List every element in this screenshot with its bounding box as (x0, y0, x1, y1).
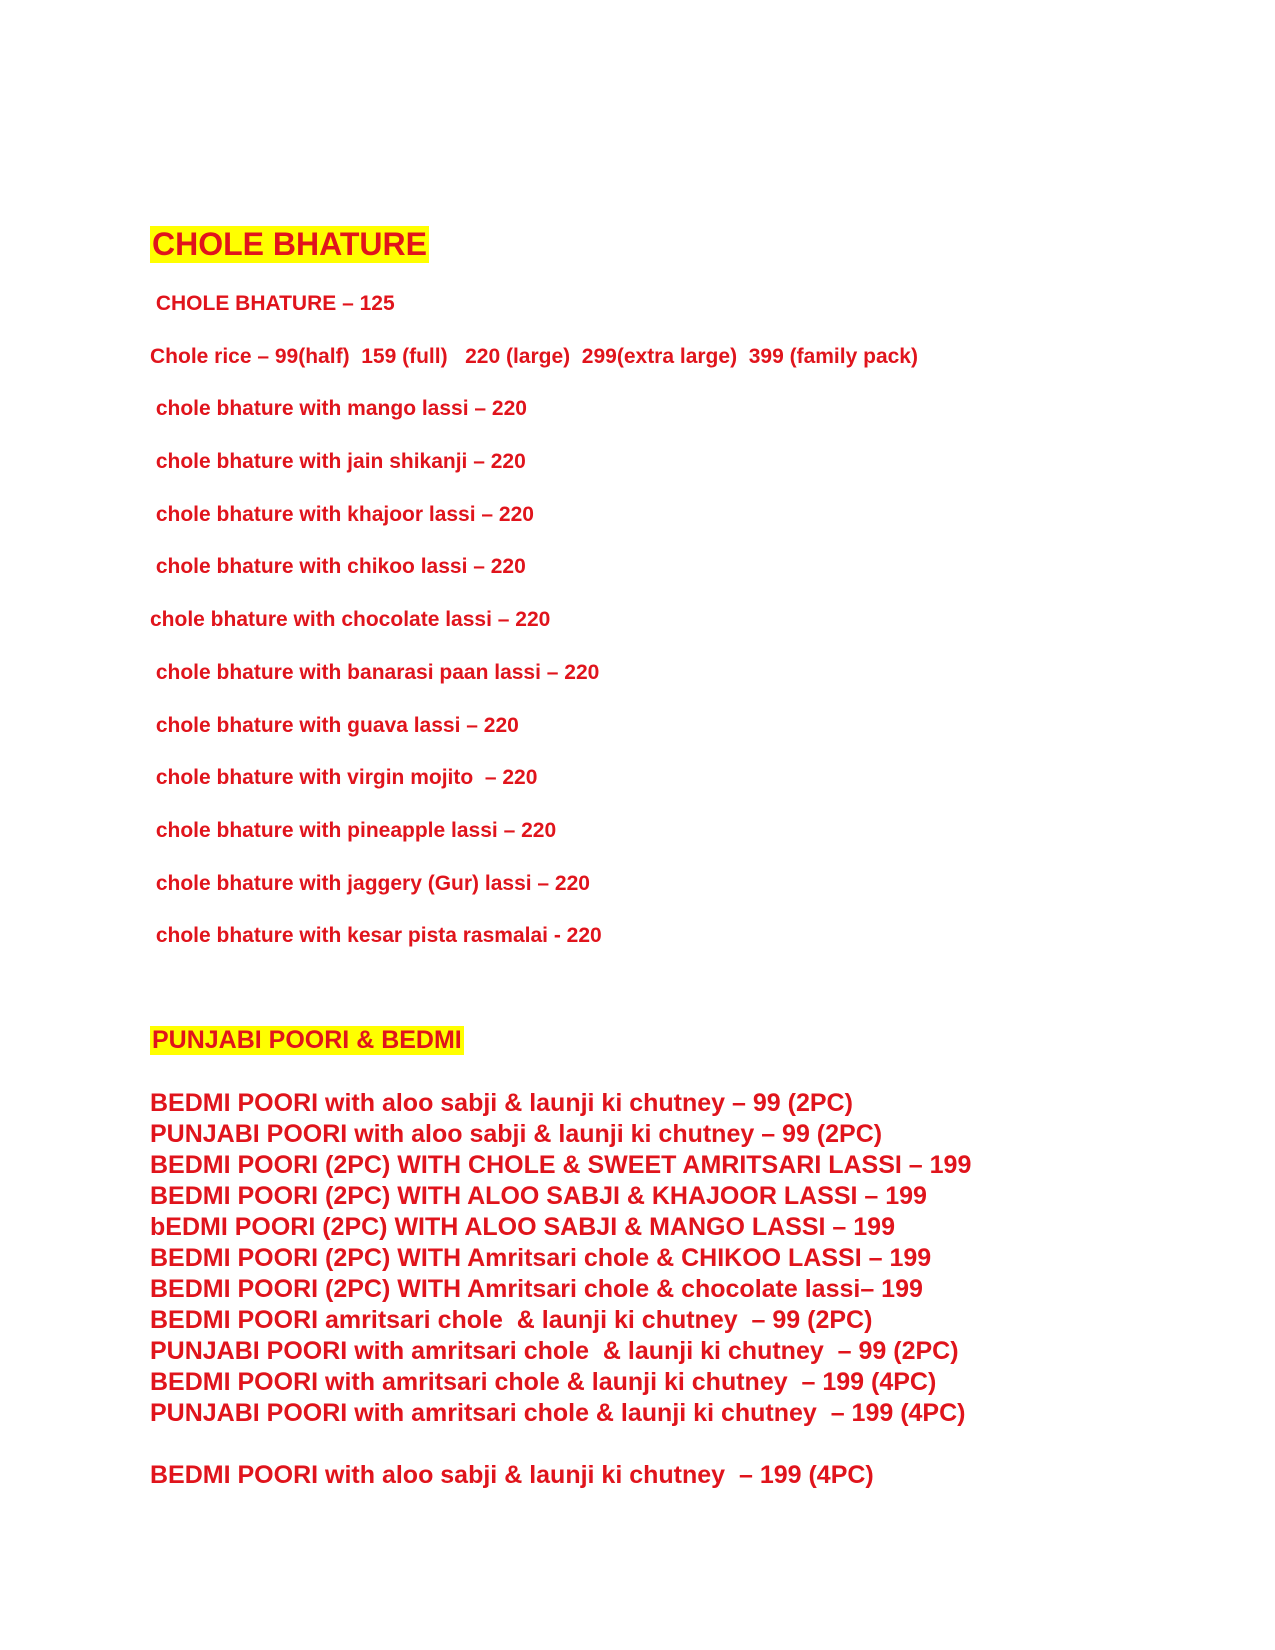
chole-bhature-menu-list (150, 289, 918, 974)
menu-item: Chole rice – 99(half) 159 (full) 220 (large) 299(extra large) 399 (family pack) (150, 344, 918, 368)
menu-item: chole bhature with kesar pista rasmalai - 220 (150, 924, 602, 948)
menu-item: chole bhature with chocolate lassi – 220 (150, 608, 551, 632)
section-title-chole-bhature: CHOLE BHATURE (152, 226, 427, 262)
menu-item: chole bhature with chikoo lassi – 220 (150, 555, 526, 579)
menu-item: chole bhature with mango lassi – 220 (150, 397, 527, 421)
menu-item: chole bhature with banarasi paan lassi – 220 (150, 660, 600, 684)
menu-item: bEDMI POORI (2PC) WITH ALOO SABJI & MANGO LASSI – 199 (150, 1213, 895, 1241)
menu-item: chole bhature with jaggery (Gur) lassi – 220 (150, 871, 590, 895)
menu-item: BEDMI POORI (2PC) WITH Amritsari chole & CHIKOO LASSI – 199 (150, 1244, 932, 1272)
menu-item: chole bhature with virgin mojito – 220 (150, 766, 538, 790)
menu-item: BEDMI POORI amritsari chole & launji ki chutney – 99 (2PC) (150, 1306, 873, 1334)
menu-item: chole bhature with khajoor lassi – 220 (150, 502, 534, 526)
menu-item: chole bhature with guava lassi – 220 (150, 713, 519, 737)
menu-item: chole bhature with pineapple lassi – 220 (150, 818, 557, 842)
menu-item: CHOLE BHATURE – 125 (150, 292, 395, 315)
menu-item: PUNJABI POORI with amritsari chole & launji ki chutney – 99 (2PC) (150, 1337, 959, 1365)
menu-item: PUNJABI POORI with amritsari chole & launji ki chutney – 199 (4PC) (150, 1399, 966, 1427)
menu-item: BEDMI POORI with aloo sabji & launji ki chutney – 99 (2PC) (150, 1089, 853, 1117)
punjabi-poori-menu-list (150, 1088, 971, 1491)
menu-item: BEDMI POORI with amritsari chole & launji ki chutney – 199 (4PC) (150, 1368, 937, 1396)
section-title-punjabi-poori-bedmi: PUNJABI POORI & BEDMI (152, 1026, 462, 1054)
menu-item: BEDMI POORI with aloo sabji & launji ki chutney – 199 (4PC) (150, 1461, 874, 1489)
menu-item: BEDMI POORI (2PC) WITH CHOLE & SWEET AMRITSARI LASSI – 199 (150, 1151, 972, 1179)
menu-item: BEDMI POORI (2PC) WITH ALOO SABJI & KHAJOOR LASSI – 199 (150, 1182, 927, 1210)
menu-item: chole bhature with jain shikanji – 220 (150, 450, 526, 474)
menu-item: PUNJABI POORI with aloo sabji & launji ki chutney – 99 (2PC) (150, 1120, 883, 1148)
menu-item: BEDMI POORI (2PC) WITH Amritsari chole & chocolate lassi– 199 (150, 1275, 923, 1303)
